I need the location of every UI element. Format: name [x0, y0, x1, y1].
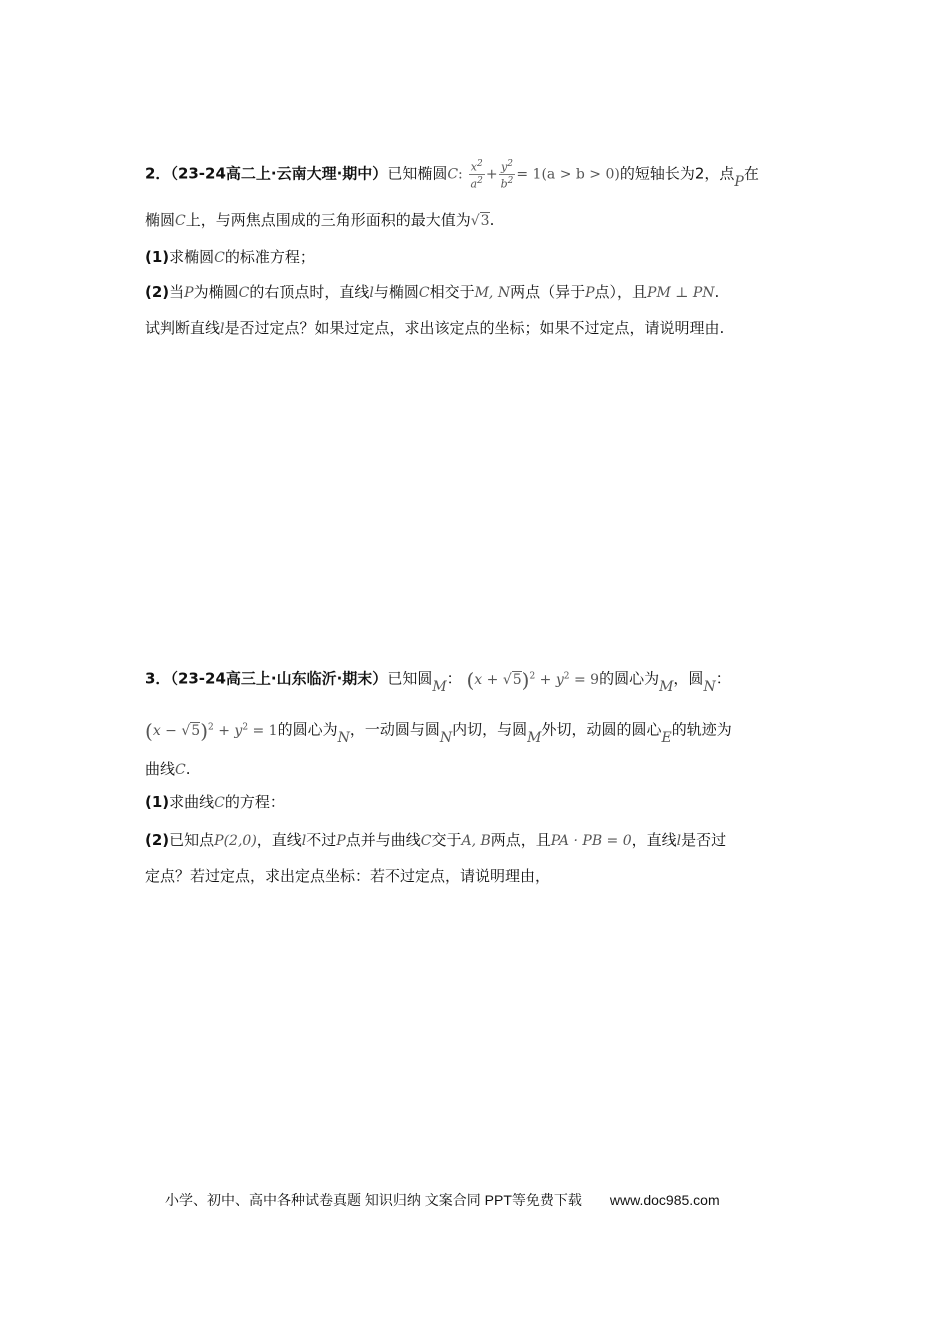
q3-part2-label: (2) [145, 831, 170, 849]
q3-text: ，圆 [673, 669, 704, 688]
q3-text: 两点，且 [490, 831, 551, 849]
q2-text: 两点（异于 [510, 283, 586, 301]
q3-number: 3． [145, 669, 171, 688]
q3-line-3 [145, 757, 191, 782]
q3-text: 外切，动圆的圆心 [541, 720, 662, 739]
q3-math-M: M [659, 678, 674, 695]
q2-stem-text: 已知椭圆 [387, 164, 448, 183]
page-footer [165, 1190, 720, 1210]
q3-text: . [185, 760, 191, 778]
q3-text: ，直线 [631, 831, 677, 849]
q2-math-ellipse-tail: = 1(a > b > 0) [516, 166, 620, 183]
q2-part-1 [145, 245, 315, 270]
q3-math-E: E [661, 729, 672, 746]
q2-text: 是否过定点？如果过定点，求出该定点的坐标；如果不过定点，请说明理由. [224, 319, 725, 337]
q3-source: （23-24高三上·山东临沂·期末） [170, 669, 388, 688]
q3-math-N: N [439, 729, 453, 746]
q2-text: . [489, 211, 495, 229]
q2-text: 求椭圆 [169, 248, 215, 266]
q3-text: 已知点 [169, 831, 215, 849]
q2-math-C: C [418, 285, 430, 301]
q2-math-MN: M, N [474, 285, 511, 301]
footer-url[interactable]: www.doc985.com [609, 1192, 720, 1208]
q3-text: 曲线 [145, 760, 176, 778]
q2-line-2 [145, 208, 494, 233]
q3-text: ，直线 [256, 831, 302, 849]
q3-text: 定点？若过定点，求出定点坐标：若不过定点，请说明理由， [145, 867, 551, 885]
q3-text: 点并与曲线 [345, 831, 421, 849]
q3-text: 求曲线 [169, 793, 215, 811]
q3-text: 交于 [431, 831, 462, 849]
q3-part-1 [145, 790, 285, 815]
q3-math-l: l [301, 833, 307, 849]
q2-text: 椭圆 [145, 211, 176, 229]
q2-math-l: l [369, 285, 374, 301]
q2-part2-label: (2) [145, 283, 170, 301]
q3-text: ，一动圆与圆 [349, 720, 440, 739]
q3-circle-N-equation: $(x - √5)^2 + y^2 = 1$ [145, 718, 278, 743]
q3-math-C: C [175, 762, 186, 778]
q3-text: 的方程： [224, 793, 285, 811]
q2-part-2-line-2 [145, 316, 724, 341]
q3-line-1 [145, 664, 731, 695]
q2-math-C: C [175, 213, 186, 229]
q2-text: 的标准方程； [224, 248, 315, 266]
q3-math-point: P(2,0) [214, 833, 257, 849]
q2-source: （23-24高二上·云南大理·期中） [170, 164, 388, 183]
q2-math-P: P [585, 285, 595, 301]
q2-text: 当 [169, 283, 185, 301]
q2-math-C: C [214, 250, 225, 266]
q3-math-C: C [214, 795, 225, 811]
q3-math-N: N [703, 678, 716, 695]
q3-part-2 [145, 828, 726, 853]
q2-sqrt: √3 [470, 213, 490, 229]
q3-text: ： [446, 669, 462, 688]
q2-math-perp: PM ⊥ PN [647, 285, 715, 301]
q2-text: 相交于 [429, 283, 475, 301]
q2-number: 2． [145, 164, 171, 183]
q2-frac-x2a2: $\frac{x^2}{a^2}$ [470, 159, 483, 191]
q2-text: 试判断直线 [145, 319, 221, 337]
q3-text: 的轨迹为 [671, 720, 732, 739]
q3-part-2-line-2 [145, 864, 550, 888]
q2-math-C: C [447, 166, 459, 183]
q3-math-N: N [337, 729, 350, 746]
q2-line-1: 2．（23-24高二上·云南大理·期中）已知椭圆C: $\frac{x^2}{a^2}$ + $\frac{y^2}{b^2}$ = 1(a > b > 0)的短轴长为2，点P在 [145, 159, 759, 191]
q2-stem-text-c: 在 [743, 164, 759, 183]
q3-text: ： [715, 669, 731, 688]
q2-math-l: l [220, 321, 225, 337]
q2-frac-y2b2: $\frac{y^2}{b^2}$ [500, 159, 514, 191]
q2-text: 为椭圆 [193, 283, 239, 301]
q2-text: 的右顶点时，直线 [249, 283, 370, 301]
q3-math-AB: A, B [461, 833, 491, 849]
q3-part1-label: (1) [145, 793, 170, 811]
q2-text: 上，与两焦点围成的三角形面积的最大值为 [185, 211, 471, 229]
q3-text: 的圆心为 [599, 669, 660, 688]
q2-part1-label: (1) [145, 248, 170, 266]
q3-math-C: C [420, 833, 432, 849]
q2-text: 与椭圆 [373, 283, 419, 301]
q2-math-P: P [184, 285, 194, 301]
q2-stem-text-b: 的短轴长为2，点 [619, 164, 735, 183]
q3-text: 的圆心为 [277, 720, 338, 739]
q2-math-C: C [238, 285, 250, 301]
q3-circle-M-equation: $(x + √5)^2 + y^2 = 9$ [466, 667, 600, 692]
q2-part-2 [145, 280, 719, 305]
footer-text: 小学、初中、高中各种试卷真题 知识归纳 文案合同 PPT等免费下载 [165, 1192, 582, 1208]
q3-math-P: P [336, 833, 346, 849]
q3-math-l: l [676, 833, 682, 849]
q3-text: 已知圆 [387, 669, 433, 688]
q2-text: . [714, 283, 720, 301]
q2-math-colon: : [458, 166, 463, 183]
q2-text: 点），且 [594, 283, 648, 301]
q3-text: 内切，与圆 [452, 720, 528, 739]
q3-text: 是否过 [681, 831, 727, 849]
q3-math-M: M [432, 678, 447, 695]
q2-math-P: P [734, 173, 744, 190]
q3-math-M: M [527, 729, 542, 746]
q3-text: 不过 [306, 831, 337, 849]
q3-math-dot-product: PA · PB = 0 [550, 833, 632, 849]
q3-line-2 [145, 715, 732, 746]
